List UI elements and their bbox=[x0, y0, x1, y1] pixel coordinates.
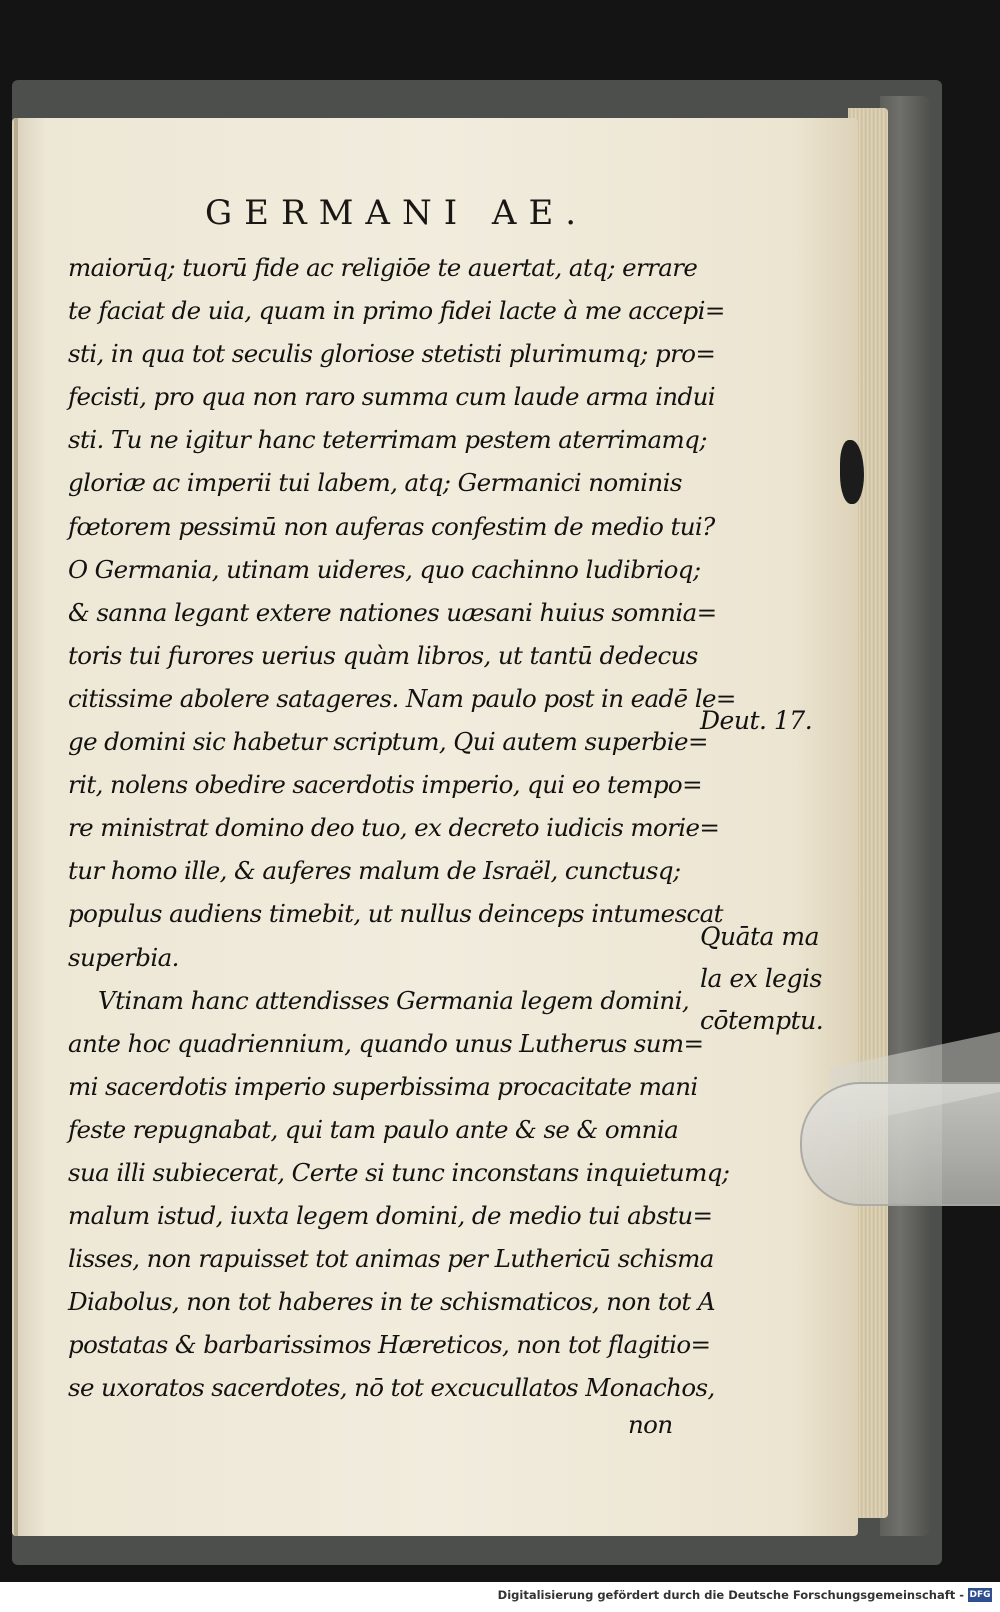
text-line: malum istud, iuxta legem domini, de medio tui abstu= bbox=[68, 1201, 713, 1231]
text-line: sti. Tu ne igitur hanc teterrimam pestem aterrimamq; bbox=[68, 425, 707, 455]
text-line: Vtinam hanc attendisses Germania legem domini, bbox=[98, 985, 690, 1015]
text-line: fecisti, pro qua non raro summa cum laude arma indui bbox=[68, 382, 715, 412]
text-line: & sanna legant extere nationes uæsani huius somnia= bbox=[68, 597, 717, 627]
text-line: sti, in qua tot seculis gloriose stetisti plurimumq; pro= bbox=[68, 339, 716, 369]
text-line: te faciat de uia, quam in primo fidei lacte à me accepi= bbox=[68, 296, 725, 326]
text-line: citissime abolere satageres. Nam paulo post in eadē le= bbox=[68, 683, 736, 713]
margin-note-quanta bbox=[700, 916, 823, 1042]
dfg-logo: DFG bbox=[969, 1590, 991, 1600]
text-line: fœtorem pessimū non auferas confestim de medio tui? bbox=[68, 511, 715, 541]
text-line: mi sacerdotis imperio superbissima procacitate mani bbox=[68, 1071, 698, 1101]
margin-note-line: Deut. 17. bbox=[700, 706, 813, 735]
text-line: gloriæ ac imperii tui labem, atq; Germanici nominis bbox=[68, 468, 682, 498]
page-gutter bbox=[14, 118, 18, 1536]
text-line: sua illi subiecerat, Certe si tunc inconstans inquietumq; bbox=[68, 1157, 730, 1187]
funding-credit: Digitalisierung gefördert durch die Deutsche Forschungsgemeinschaft - bbox=[497, 1588, 964, 1602]
text-line: postatas & barbarissimos Hæreticos, non tot flagitio= bbox=[68, 1330, 711, 1360]
text-line: lisses, non rapuisset tot animas per Luthericū schisma bbox=[68, 1244, 714, 1274]
text-line: maiorūq; tuorū fide ac religiōe te auertat, atq; errare bbox=[68, 253, 698, 282]
margin-note-line: Quāta ma bbox=[700, 922, 820, 951]
text-line: feste repugnabat, qui tam paulo ante & se & omnia bbox=[68, 1114, 679, 1144]
text-line: ge domini sic habetur scriptum, Qui autem superbie= bbox=[68, 727, 708, 757]
plastic-page-clip bbox=[800, 1082, 1000, 1206]
running-head: GERMANI AE. bbox=[205, 193, 589, 233]
margin-note-line: la ex legis bbox=[700, 964, 822, 993]
text-line: rit, nolens obedire sacerdotis imperio, qui eo tempo= bbox=[68, 770, 702, 800]
text-line: tur homo ille, & auferes malum de Israël, cunctusq; bbox=[68, 856, 681, 886]
text-line: superbia. bbox=[68, 942, 179, 972]
text-line: re ministrat domino deo tuo, ex decreto iudicis morie= bbox=[68, 813, 720, 843]
text-line: O Germania, utinam uideres, quo cachinno ludibrioq; bbox=[68, 554, 701, 584]
text-line: populus audiens timebit, ut nullus deinceps intumescat bbox=[68, 899, 723, 929]
margin-note-deut bbox=[700, 700, 812, 742]
main-text-block bbox=[68, 246, 736, 1410]
text-line: Diabolus, non tot haberes in te schismaticos, non tot A bbox=[68, 1287, 715, 1317]
catchword: non bbox=[628, 1410, 673, 1439]
text-line: se uxoratos sacerdotes, nō tot excucullatos Monachos, bbox=[68, 1373, 715, 1403]
text-line: ante hoc quadriennium, quando unus Lutherus sum= bbox=[68, 1028, 704, 1058]
text-line: toris tui furores uerius quàm libros, ut tantū dedecus bbox=[68, 640, 698, 670]
margin-note-line: cōtemptu. bbox=[700, 1006, 824, 1035]
